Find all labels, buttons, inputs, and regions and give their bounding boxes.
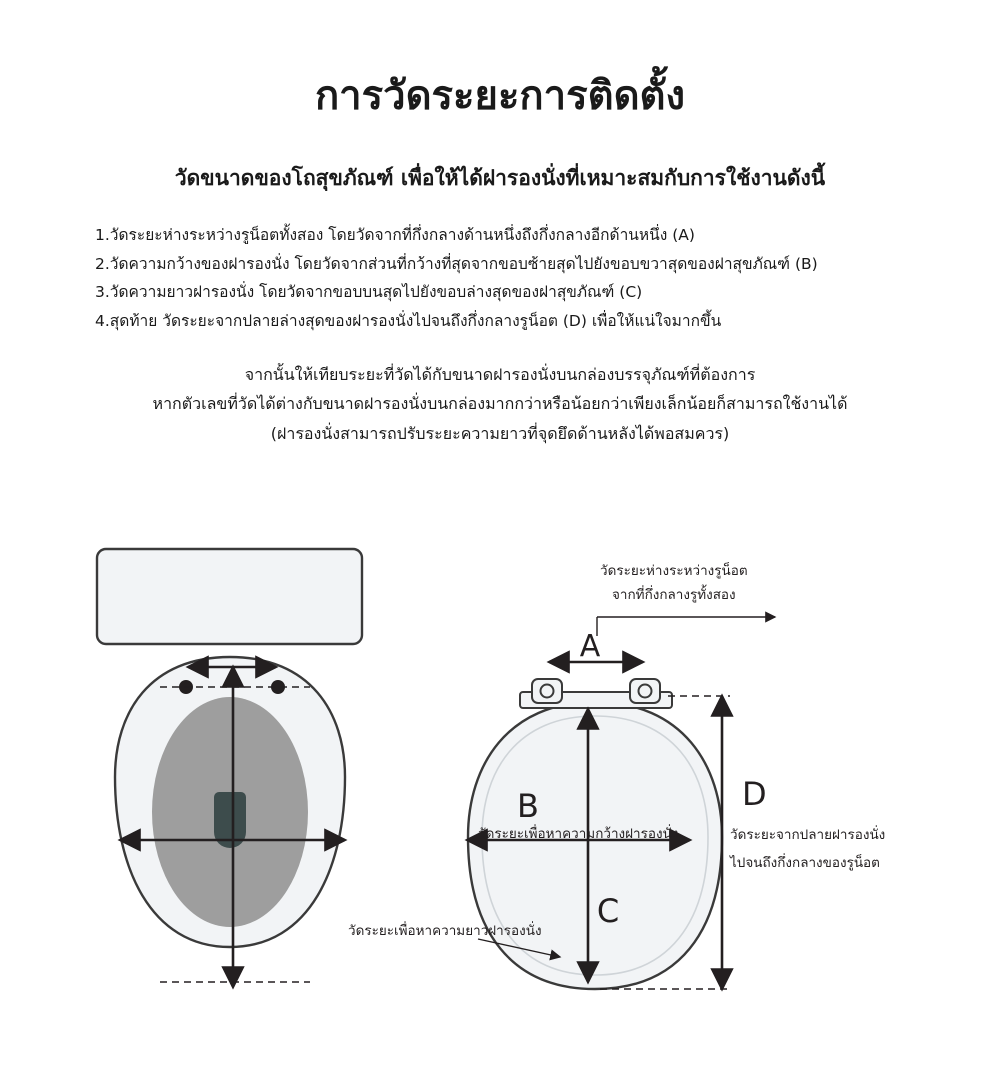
page-title: การวัดระยะการติดตั้ง	[314, 73, 686, 119]
label-c: C	[596, 892, 620, 930]
callout-bolt-line1: วัดระยะห่างระหว่างรูน็อต	[600, 563, 748, 579]
steps-list	[0, 221, 1000, 336]
measurement-diagram	[0, 527, 1000, 1072]
step-item: 1.วัดระยะห่างระหว่างรูน็อตทั้งสอง โดยวัดจากที่กึ่งกลางด้านหนึ่งถึงกึ่งกลางอีกด้านหนึ่ง (A)	[95, 226, 695, 244]
step-item: 3.วัดความยาวฝารองนั่ง โดยวัดจากขอบบนสุดไปยังขอบล่างสุดของฝาสุขภัณฑ์ (C)	[95, 283, 643, 302]
notes-block	[0, 360, 1000, 449]
note-item: (ฝารองนั่งสามารถปรับระยะความยาวที่จุดยึดด้านหลังได้พอสมควร)	[270, 423, 730, 443]
note-item: หากตัวเลขที่วัดได้ต่างกับขนาดฝารองนั่งบนกล่องมากกว่าหรือน้อยกว่าเพียงเล็กน้อยก็สามารถใช้งานได้	[152, 394, 848, 414]
callout-d-line2: ไปจนถึงกึ่งกลางของรูน็อต	[730, 855, 880, 871]
label-b: B	[517, 787, 539, 825]
note-item: จากนั้นให้เทียบระยะที่วัดได้กับขนาดฝารองนั่งบนกล่องบรรจุภัณฑ์ที่ต้องการ	[244, 364, 756, 384]
page-subtitle: วัดขนาดของโถสุขภัณฑ์ เพื่อให้ได้ฝารองนั่งที่เหมาะสมกับการใช้งานดังนี้	[174, 166, 826, 190]
step-item: 2.วัดความกว้างของฝารองนั่ง โดยวัดจากส่วนที่กว้างที่สุดจากขอบซ้ายสุดไปยังขอบขวาสุดของฝาสุขภัณฑ์ (B)	[95, 254, 818, 273]
left-toilet-figure	[97, 549, 362, 987]
cistern-shape	[97, 549, 362, 644]
seat-lid-shape	[468, 702, 722, 989]
callout-d-line1: วัดระยะจากปลายฝารองนั่ง	[730, 827, 886, 843]
callout-width: วัดระยะเพื่อหาความกว้างฝารองนั่ง	[478, 826, 679, 842]
step-item: 4.สุดท้าย วัดระยะจากปลายล่างสุดของฝารองนั่งไปจนถึงกึ่งกลางรูน็อต (D) เพื่อให้แน่ใจมากขึ้น	[95, 312, 722, 331]
hinge-hole-left-icon	[541, 685, 554, 698]
hinge-hole-right-icon	[639, 685, 652, 698]
callout-length: วัดระยะเพื่อหาความยาวฝารองนั่ง	[348, 923, 542, 939]
callout-bolt-line2: จากที่กึ่งกลางรูทั้งสอง	[612, 587, 736, 603]
right-seat-figure	[348, 561, 885, 989]
infographic-page	[0, 72, 1000, 1072]
label-a: A	[579, 629, 601, 664]
label-d: D	[742, 775, 767, 813]
